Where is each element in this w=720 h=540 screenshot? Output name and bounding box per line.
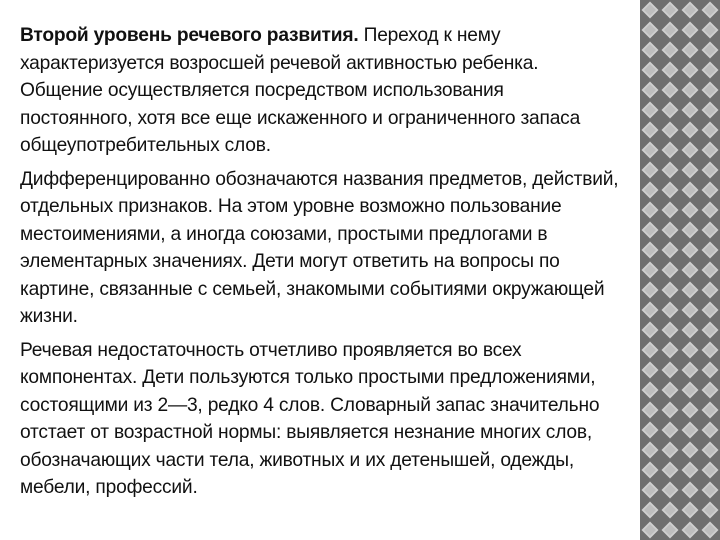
paragraph-2-text: Дифференцированно обозначаются названия предметов, действий, отдельных признаков. На этом уровне возможно пользование местоимениями, а иногда союзами, простыми предлогами в элементарных значениях. Дети могут ответить на вопросы по картине, связанные с семьей, знакомыми событиями окружающей жизни. bbox=[20, 168, 619, 327]
diamond-pattern-graphic bbox=[640, 0, 720, 540]
paragraph-1-lead: Второй уровень речевого развития. bbox=[20, 25, 359, 46]
paragraph-1-text: Переход к нему характеризуется возросшей речевой активностью ребенка. Общение осуществляется посредством использования постоянного, хотя все еще искаженного и ограниченного запаса общеупотребительных слов. bbox=[20, 25, 581, 156]
paragraph-3 bbox=[20, 337, 620, 502]
paragraph-3-text: Речевая недостаточность отчетливо проявляется во всех компонентах. Дети пользуются только простыми предложениями, состоящими из 2—3, редко 4 слов. Словарный запас значительно отстает от возрастной нормы: выявляется незнание многих слов, обозначающих части тела, животных и их детенышей, одежды, мебели, профессий. bbox=[20, 339, 600, 498]
paragraph-2 bbox=[20, 166, 620, 331]
paragraph-1 bbox=[20, 22, 620, 160]
slide-text-body bbox=[20, 22, 620, 508]
decorative-side-pattern bbox=[640, 0, 720, 540]
